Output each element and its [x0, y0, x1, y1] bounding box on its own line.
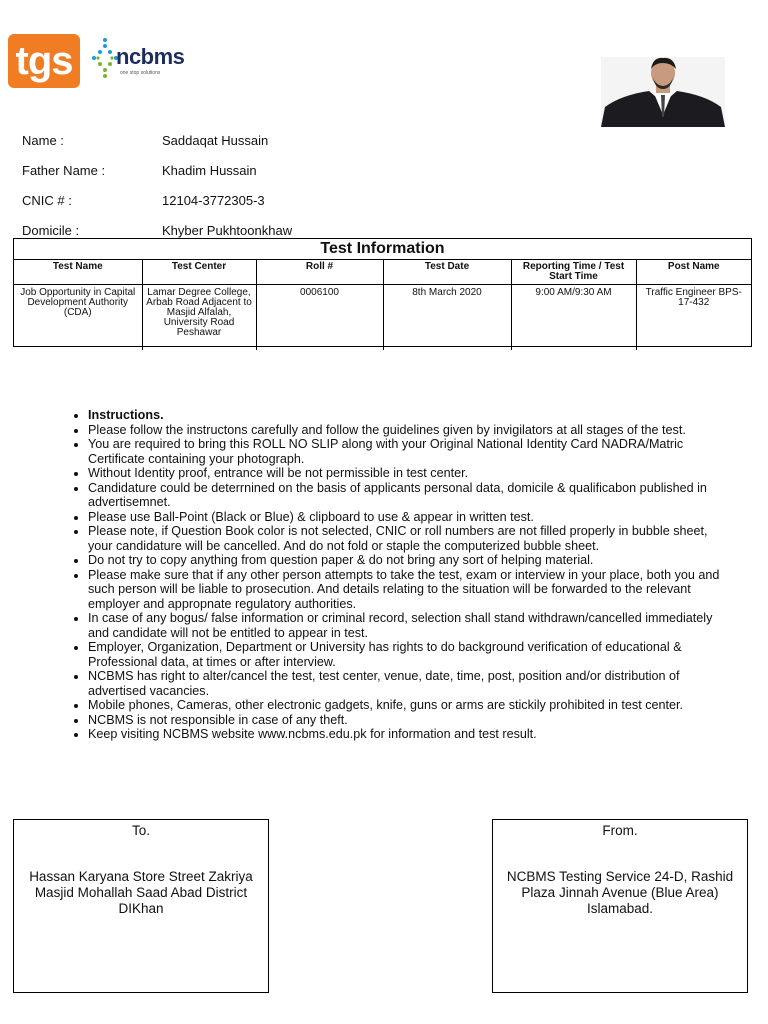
list-item: • You are required to bring this ROLL NO SLIP along with your Original National Identity Card NADRA/Matric Certificate containing your photograph. [88, 437, 732, 466]
instructions-heading: • Instructions. [88, 408, 732, 423]
name-label: Name : [22, 133, 64, 148]
test-information-box [13, 238, 752, 347]
list-item: • In case of any bogus/ false information or criminal record, selection shall stand withdrawn/cancelled immediately and candidate will not be entitled to appear in test. [88, 611, 732, 640]
header-post-name: Post Name [636, 260, 751, 285]
address-from-title: From. [602, 823, 638, 838]
list-item: • Do not try to copy anything from question paper & do not bring any sort of helping material. [88, 553, 732, 568]
domicile-label: Domicile : [22, 223, 80, 238]
list-item: • Please note, if Question Book color is not selected, CNIC or roll numbers are not filled properly in bubble sheet, your candidature will be cancelled. And do not fold or staple the computerized bubble sheet. [88, 524, 732, 553]
domicile-value: Khyber Pukhtoonkhaw [162, 223, 293, 238]
address-from-box [492, 819, 748, 993]
ncbms-tagline: one stop solutions [120, 70, 161, 76]
list-item: • Please follow the instructons carefully and follow the guidelines given by invigilators at all stages of the test. [88, 423, 732, 438]
test-information-title: Test Information [14, 239, 751, 260]
table-row [14, 285, 751, 351]
header-roll-number: Roll # [256, 260, 383, 285]
list-item: • Please use Ball-Point (Black or Blue) & clipboard to use & appear in written test. [88, 510, 732, 525]
cell-test-date: 8th March 2020 [383, 285, 511, 351]
candidate-photo [601, 57, 725, 127]
test-information-table [14, 260, 751, 350]
father-name-label: Father Name : [22, 163, 106, 178]
cell-roll-number: 0006100 [256, 285, 383, 351]
header-test-date: Test Date [383, 260, 511, 285]
cell-reporting-time: 9:00 AM/9:30 AM [511, 285, 636, 351]
cell-test-name: Job Opportunity in Capital Development Authority (CDA) [14, 285, 142, 351]
address-from-text: NCBMS Testing Service 24-D, Rashid Plaza Jinnah Avenue (Blue Area) Islamabad. [506, 869, 734, 916]
list-item: • NCBMS is not responsible in case of any theft. [88, 713, 732, 728]
list-item: • Please make sure that if any other person attempts to take the test, exam or interview in your place, both you and such person will be liable to prosecution. And details relating to the situation will be forwarded to the relevant employer and appropnate regulatory authorities. [88, 568, 732, 612]
ncbms-logo [90, 36, 210, 86]
list-item: • Employer, Organization, Department or University has rights to do background verification of educational & Professional data, at times or after interview. [88, 640, 732, 669]
header-test-center: Test Center [142, 260, 256, 285]
list-item: • Without Identity proof, entrance will be not permissible in test center. [88, 466, 732, 481]
header-reporting-time: Reporting Time / Test Start Time [511, 260, 636, 285]
instructions-list [72, 408, 732, 742]
name-value: Saddaqat Hussain [162, 133, 269, 148]
list-item: • Candidature could be deterrnined on the basis of applicants personal data, domicile & qualificabon published in advertisemnet. [88, 481, 732, 510]
address-to-text: Hassan Karyana Store Street Zakriya Masjid Mohallah Saad Abad District DIKhan [29, 869, 253, 916]
cell-post-name: Traffic Engineer BPS-17-432 [645, 287, 742, 308]
cell-test-center: Lamar Degree College, Arbab Road Adjacent to Masjid Alfalah, University Road Peshawar [142, 285, 256, 351]
address-to-title: To. [131, 823, 150, 838]
list-item: • Mobile phones, Cameras, other electronic gadgets, knife, guns or arms are stickily prohibited in test center. [88, 698, 732, 713]
tgs-logo: tgs [8, 34, 80, 88]
list-item: • Keep visiting NCBMS website www.ncbms.edu.pk for information and test result. [88, 727, 732, 742]
cnic-label: CNIC # : [22, 193, 72, 208]
ncbms-wordmark: ncbms [116, 44, 185, 69]
instructions-section [72, 408, 732, 742]
address-to-box [13, 819, 269, 993]
list-item: • NCBMS has right to alter/cancel the test, test center, venue, date, time, post, position and/or distribution of advertised vacancies. [88, 669, 732, 698]
table-header-row [14, 260, 751, 285]
header-test-name: Test Name [14, 260, 142, 285]
father-name-value: Khadim Hussain [162, 163, 257, 178]
cnic-value: 12104-3772305-3 [162, 193, 265, 208]
